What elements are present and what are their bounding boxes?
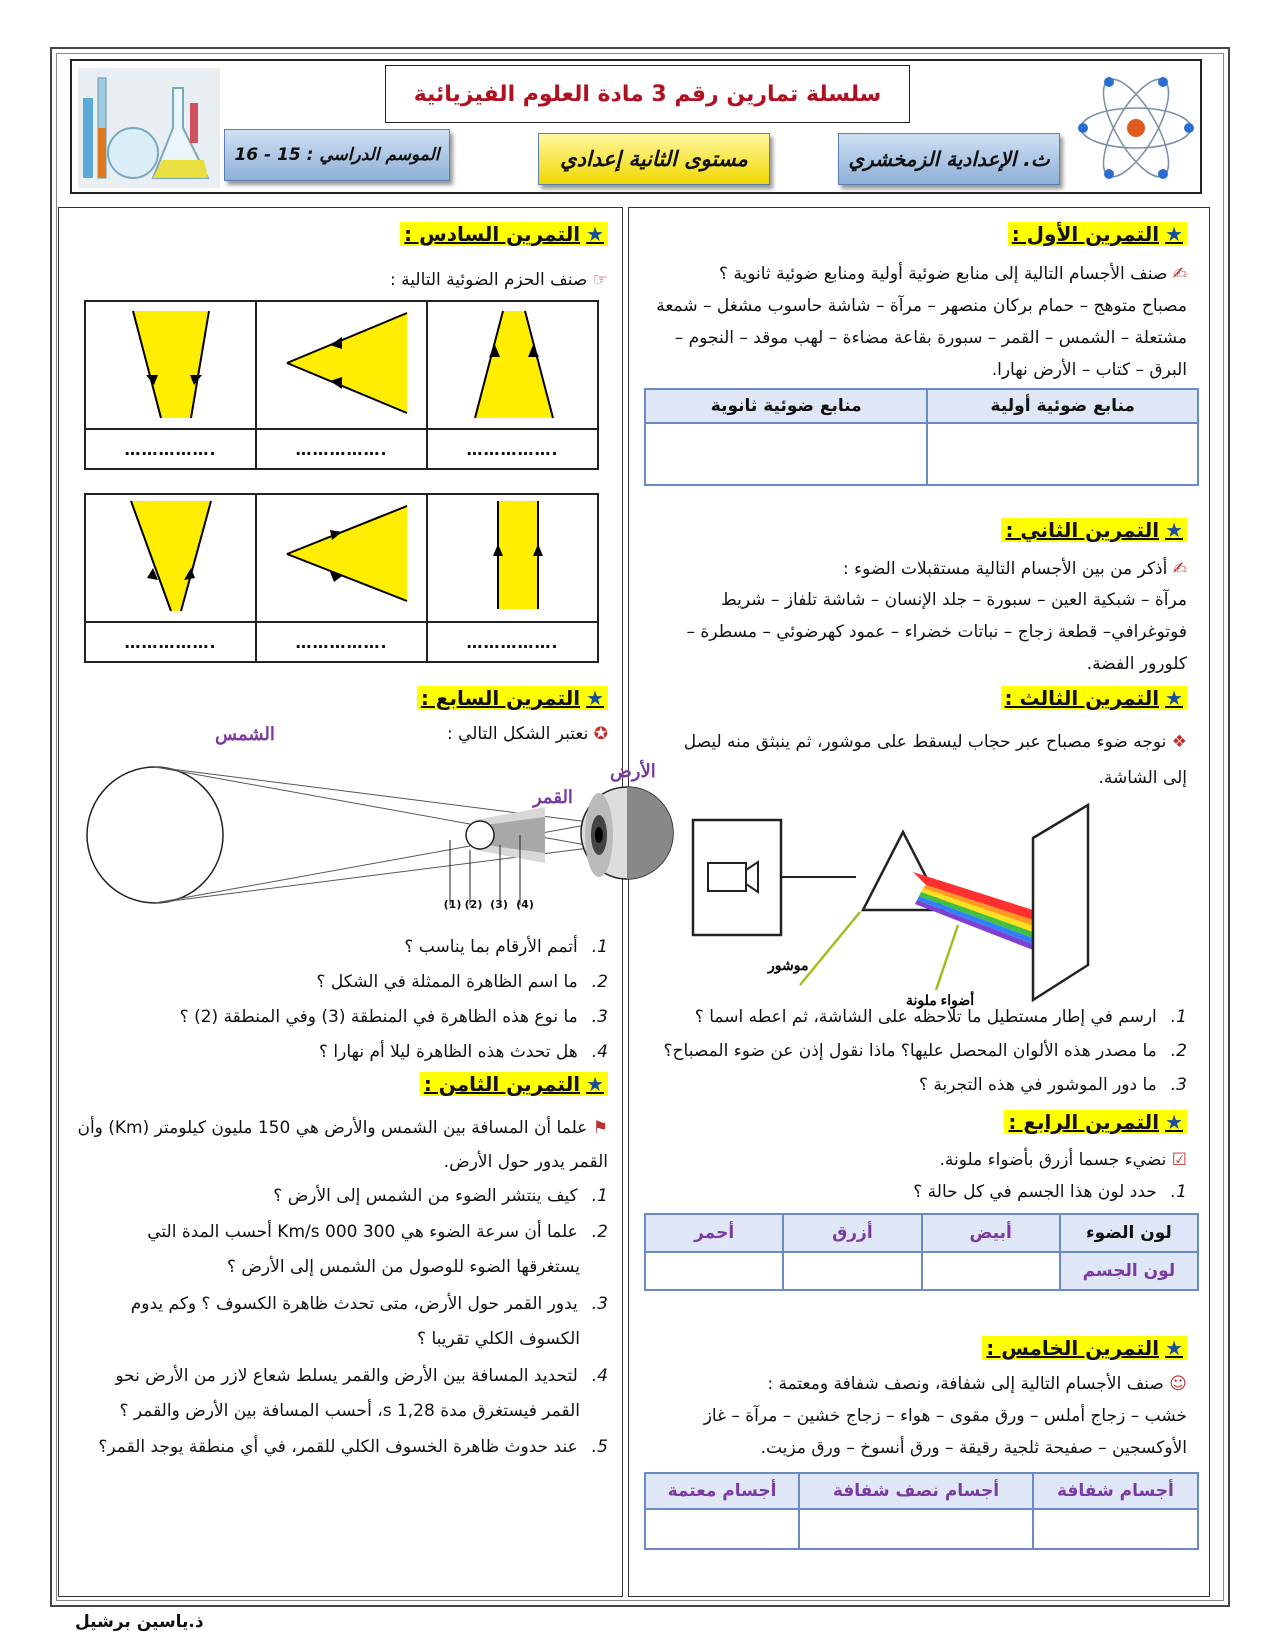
zone-2: (2) xyxy=(464,898,483,911)
star-circle-icon: ✪ xyxy=(593,724,608,744)
label-colors: أضواء ملونة xyxy=(906,992,975,1008)
pen-icon: ✍ xyxy=(1172,559,1187,579)
ex5-prompt: ☺ صنف الأجسام التالية إلى شفافة، ونصف شفافة ومعتمة : xyxy=(767,1374,1187,1394)
ex1-cell-secondary xyxy=(645,423,927,485)
ex3-q3: 3.ما دور الموشور في هذه التجربة ؟ xyxy=(918,1075,1187,1095)
ex4-title: ★التمرين الرابع : xyxy=(1004,1110,1187,1134)
star-icon: ★ xyxy=(1165,1336,1183,1360)
school-badge: ث. الإعدادية الزمخشري xyxy=(838,133,1060,185)
ex1-title: ★التمرين الأول : xyxy=(1008,222,1187,246)
beam-b3 xyxy=(427,494,598,622)
label-moon: القمر xyxy=(533,787,573,807)
blank-b3: ……………. xyxy=(427,622,598,662)
ex8-prompt2: القمر يدور حول الأرض. xyxy=(443,1152,608,1172)
ex1-col-primary: منابع ضوئية أولية xyxy=(927,389,1198,423)
label-sun: الشمس xyxy=(215,724,275,744)
lamp xyxy=(708,863,746,891)
ex8-q3a: 3.يدور القمر حول الأرض، متى تحدث ظاهرة الكسوف ؟ وكم يدوم xyxy=(130,1294,608,1314)
zone-4: (4) xyxy=(516,898,534,911)
zone-labels xyxy=(443,898,535,911)
star-icon: ★ xyxy=(586,1072,604,1096)
eclipse-figure xyxy=(75,724,656,910)
label-prism: موشور xyxy=(768,957,809,973)
ex4-blue: أزرق xyxy=(783,1214,921,1252)
ex5-cell-3 xyxy=(645,1509,799,1549)
lab-glassware-image xyxy=(78,68,220,188)
pointing-hand-icon: ☞ xyxy=(592,270,608,290)
prism-figure xyxy=(688,800,1168,1010)
beams-table-1 xyxy=(84,300,599,470)
ex6-title: ★التمرين السادس : xyxy=(400,222,608,246)
hand-icon: ✍ xyxy=(1172,264,1187,284)
ex7-q1: 1.أتمم الأرقام بما يناسب ؟ xyxy=(404,937,608,957)
ex5-cell-2 xyxy=(799,1509,1033,1549)
season-badge: الموسم الدراسي : 15 - 16 xyxy=(224,129,450,181)
ex8-q1: 1.كيف ينتشر الضوء من الشمس إلى الأرض ؟ xyxy=(273,1186,608,1206)
ex5-title: ★التمرين الخامس : xyxy=(982,1336,1187,1360)
sun xyxy=(87,767,223,903)
flag-icon: ⚑ xyxy=(592,1118,608,1138)
ex4-red: أحمر xyxy=(645,1214,783,1252)
beams-table-2 xyxy=(84,493,599,663)
ex8-q5: 5.عند حدوث ظاهرة الخسوف الكلي للقمر، في أي منطقة يوجد القمر؟ xyxy=(98,1437,608,1457)
ex8-q2a: 2.علما أن سرعة الضوء هي 300 000 Km/s أحسب المدة التي xyxy=(147,1222,608,1242)
ex4-cell-2 xyxy=(783,1252,921,1290)
ex8-q3b: الكسوف الكلي تقريبا ؟ xyxy=(417,1329,580,1349)
blank-b1: ……………. xyxy=(85,622,256,662)
beam-a1 xyxy=(85,301,256,429)
ex1-line2: مشتعلة – الشمس – القمر – سبورة بقاعة مضاءة – لهب موقد – النجوم – xyxy=(674,328,1187,348)
star-icon: ★ xyxy=(586,686,604,710)
ex5-col-transparent: أجسام شفافة xyxy=(1033,1473,1198,1509)
ex7-title: ★التمرين السابع : xyxy=(417,686,608,710)
ex1-table xyxy=(644,388,1199,486)
ex4-white: أبيض xyxy=(922,1214,1060,1252)
ex3-prompt1: ❖ نوجه ضوء مصباح عبر حجاب ليسقط على موشور، ثم ينبثق منه ليصل xyxy=(683,732,1187,752)
check-icon: ☑ xyxy=(1171,1150,1187,1170)
ex5-line1: خشب – زجاج أملس – ورق مقوى – هواء – زجاج خشين – مرآة – غاز xyxy=(703,1406,1187,1426)
ex1-cell-primary xyxy=(927,423,1198,485)
star-icon: ★ xyxy=(1165,1110,1183,1134)
ex3-q2: 2.ما مصدر هذه الألوان المحصل عليها؟ ماذا نقول إذن عن ضوء المصباح؟ xyxy=(663,1041,1187,1061)
ex8-q2b: يستغرقها الضوء للوصول من الشمس إلى الأرض ؟ xyxy=(226,1257,580,1277)
ex3-title: ★التمرين الثالث : xyxy=(1001,686,1187,710)
ex4-cell-1 xyxy=(922,1252,1060,1290)
blank-b2: ……………. xyxy=(256,622,427,662)
ex4-prompt: ☑ نضيء جسما أزرق بأضواء ملونة. xyxy=(939,1150,1187,1170)
star-icon: ★ xyxy=(586,222,604,246)
screen xyxy=(1033,805,1088,1000)
ex1-line3: البرق – كتاب – الأرض نهارا. xyxy=(991,360,1187,380)
beam-a2 xyxy=(256,301,427,429)
ex2-line2: فوتوغرافي– قطعة زجاج – نباتات خضراء – عمود كهرضوئي – مسطرة – xyxy=(686,622,1187,642)
beam-b1 xyxy=(85,494,256,622)
star-icon: ★ xyxy=(1165,222,1183,246)
diamond-icon: ❖ xyxy=(1171,732,1187,752)
blank-a2: ……………. xyxy=(256,429,427,469)
page-title: سلسلة تمارين رقم 3 مادة العلوم الفيزيائية xyxy=(385,65,910,123)
zone-1: (1) xyxy=(443,898,462,911)
level-badge: مستوى الثانية إعدادي xyxy=(538,133,770,185)
ex6-prompt: ☞ صنف الحزم الضوئية التالية : xyxy=(390,270,608,290)
ex3-prompt2: إلى الشاشة. xyxy=(1098,768,1187,788)
ex5-table xyxy=(644,1472,1199,1550)
blank-a1: ……………. xyxy=(85,429,256,469)
moon xyxy=(466,821,494,849)
star-icon: ★ xyxy=(1165,686,1183,710)
beam-b2 xyxy=(256,494,427,622)
ex4-cell-3 xyxy=(645,1252,783,1290)
ex4-row2-label: لون الجسم xyxy=(1060,1252,1198,1290)
ex1-prompt: ✍ صنف الأجسام التالية إلى منابع ضوئية أولية ومنابع ضوئية ثانوية ؟ xyxy=(719,264,1187,284)
ex4-row1-label: لون الضوء xyxy=(1060,1214,1198,1252)
ex1-line1: مصباح متوهج – حمام بركان منصهر – مرآة – شاشة حاسوب مشغل – شمعة xyxy=(656,296,1187,316)
ex3-q1: 1.ارسم في إطار مستطيل ما تلاحظه على الشاشة، ثم اعطه اسما ؟ xyxy=(694,1007,1187,1027)
ex1-col-secondary: منابع ضوئية ثانوية xyxy=(645,389,927,423)
ex2-line1: مرآة – شبكية العين – سبورة – جلد الإنسان – شاشة تلفاز – شريط xyxy=(721,590,1187,610)
author-signature: ذ.ياسين برشيل xyxy=(75,1612,204,1632)
ex7-prompt: ✪ نعتبر الشكل التالي : xyxy=(446,724,608,744)
star-icon: ★ xyxy=(1165,518,1183,542)
ex4-q1: 1.حدد لون هذا الجسم في كل حالة ؟ xyxy=(913,1182,1187,1202)
ex8-title: ★التمرين الثامن : xyxy=(420,1072,608,1096)
label-earth: الأرض xyxy=(610,761,656,781)
ex5-col-opaque: أجسام معتمة xyxy=(645,1473,799,1509)
smiley-icon: ☺ xyxy=(1169,1374,1187,1394)
ex5-col-translucent: أجسام نصف شفافة xyxy=(799,1473,1033,1509)
blank-a3: ……………. xyxy=(427,429,598,469)
ex2-prompt: ✍ أذكر من بين الأجسام التالية مستقبلات الضوء : xyxy=(843,559,1187,579)
ex7-q4: 4.هل تحدث هذه الظاهرة ليلا أم نهارا ؟ xyxy=(318,1042,608,1062)
ex5-cell-1 xyxy=(1033,1509,1198,1549)
ex8-q4a: 4.لتحديد المسافة بين الأرض والقمر يسلط شعاع لازر من الأرض نحو xyxy=(115,1366,608,1386)
ex5-line2: الأوكسجين – صفيحة ثلجية رقيقة – ورق أنسوخ – ورق مزيت. xyxy=(760,1438,1187,1458)
beam-a3 xyxy=(427,301,598,429)
ex4-table xyxy=(644,1213,1199,1291)
ex8-q4b: القمر فيستغرق مدة 1,28 s، أحسب المسافة بين الأرض والقمر ؟ xyxy=(119,1401,580,1421)
ex2-line3: كلورور الفضة. xyxy=(1086,654,1187,674)
zone-3: (3) xyxy=(490,898,508,911)
ex7-q3: 3.ما نوع هذه الظاهرة في المنطقة (3) وفي المنطقة (2) ؟ xyxy=(179,1007,608,1027)
ex7-q2: 2.ما اسم الظاهرة الممثلة في الشكل ؟ xyxy=(316,972,608,992)
ex8-prompt1: ⚑ علما أن المسافة بين الشمس والأرض هي 150 مليون كيلومتر (Km) وأن xyxy=(77,1118,608,1138)
atom-image xyxy=(1075,66,1197,190)
ex2-title: ★التمرين الثاني : xyxy=(1001,518,1187,542)
